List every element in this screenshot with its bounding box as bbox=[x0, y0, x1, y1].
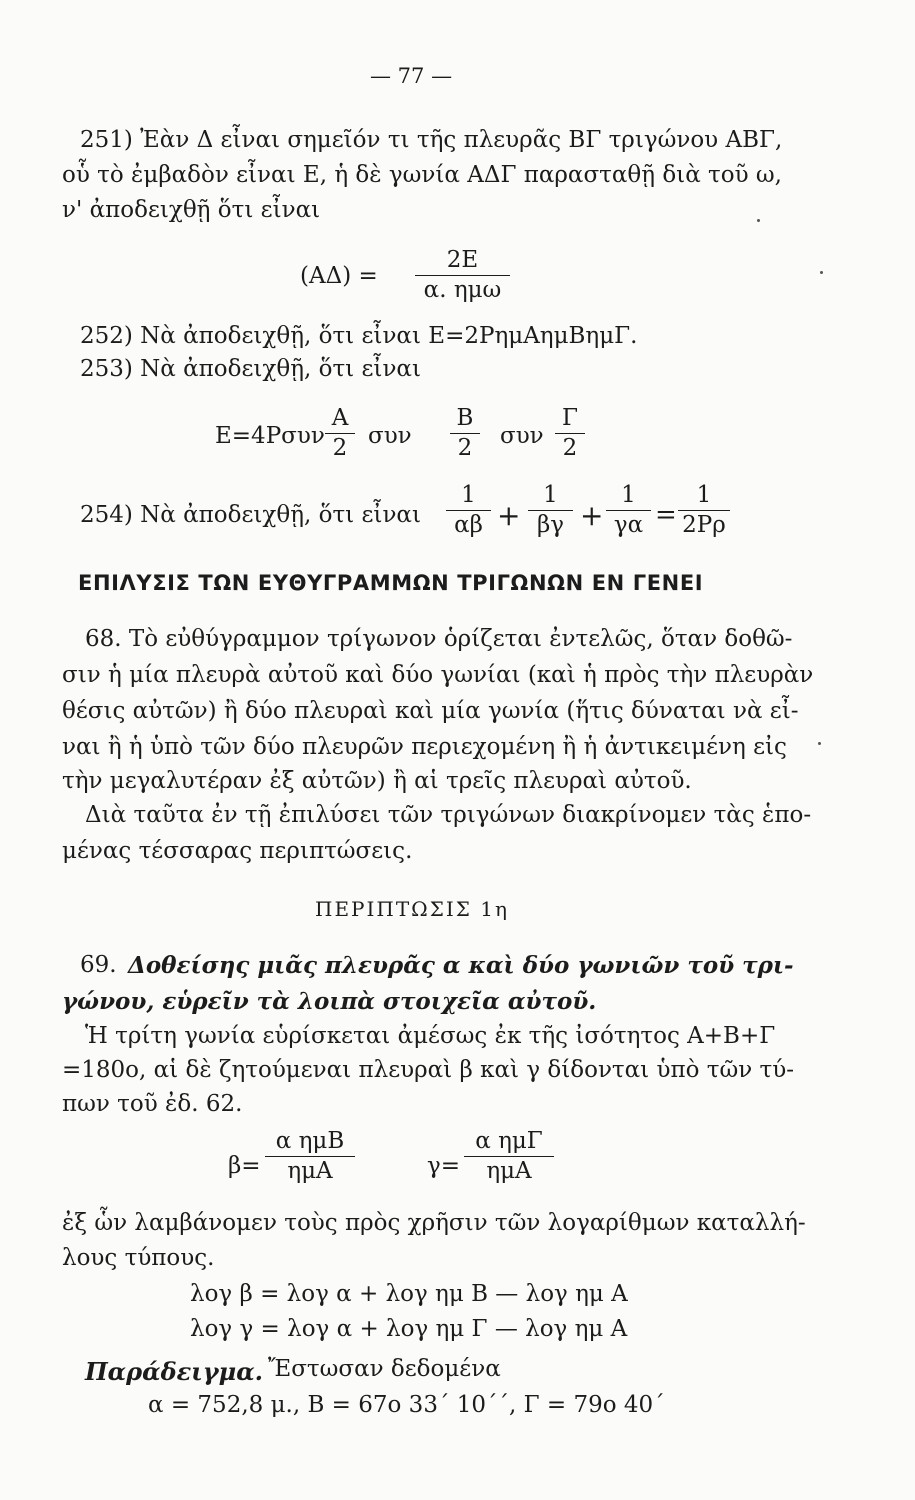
frac-2-denominator: 2 bbox=[450, 433, 480, 460]
formula-251-numerator: 2Ε bbox=[446, 247, 479, 273]
frac-3-numerator: Γ bbox=[562, 405, 578, 431]
formula-254-frac-4 bbox=[678, 484, 730, 537]
frac-1-denominator: αβ bbox=[446, 510, 491, 537]
frac-1-denominator: 2 bbox=[325, 433, 355, 460]
example-text: Ἔστωσαν δεδομένα bbox=[268, 1356, 501, 1382]
para-after-line-1: ἐξ ὧν λαμβάνομεν τοὺς πρὸς χρῆσιν τῶν λογαρίθμων καταλλή- bbox=[62, 1210, 806, 1236]
problem-251-line-2: οὗ τὸ ἐμβαδὸν εἶναι Ε, ἡ δὲ γωνία ΑΔΓ παρασταθῇ διὰ τοῦ ω, bbox=[62, 162, 782, 188]
example-label: Παράδειγμα. bbox=[85, 1357, 264, 1386]
beta-denominator: ημΑ bbox=[265, 1156, 355, 1183]
frac-3-denominator: γα bbox=[606, 510, 651, 537]
problem-253-text: 253) Νὰ ἀποδειχθῇ, ὅτι εἶναι bbox=[80, 356, 421, 382]
formula-253-lhs: Ε=4Ρσυν bbox=[215, 423, 325, 449]
section-heading: ΕΠΙΛΥΣΙΣ ΤΩΝ ΕΥΘΥΓΡΑΜΜΩΝ ΤΡΙΓΩΝΩΝ ΕΝ ΓΕΝΕΙ bbox=[78, 571, 704, 595]
formula-254-frac-3 bbox=[606, 484, 651, 537]
print-speck bbox=[818, 742, 821, 745]
para-68-line-1: 68. Τὸ εὐθύγραμμον τρίγωνον ὁρίζεται ἐντελῶς, ὅταν δοθῶ- bbox=[85, 626, 793, 652]
log-formula-1: λογ β = λογ α + λογ ημ Β — λογ ημ Α bbox=[190, 1281, 628, 1307]
problem-254-text: 254) Νὰ ἀποδειχθῇ, ὅτι εἶναι bbox=[80, 502, 421, 528]
beta-numerator: α ημΒ bbox=[275, 1128, 345, 1154]
frac-1-numerator: Α bbox=[331, 405, 349, 431]
formula-251-lhs: (ΑΔ) = bbox=[300, 263, 378, 289]
gamma-denominator: ημΑ bbox=[464, 1156, 554, 1183]
print-speck bbox=[820, 271, 823, 274]
para-after-line-2: λους τύπους. bbox=[62, 1245, 215, 1271]
beta-lhs: β= bbox=[228, 1153, 261, 1179]
para-69-number: 69. bbox=[80, 952, 117, 978]
frac-4-denominator: 2Ρρ bbox=[678, 510, 730, 537]
formula-251-fraction bbox=[415, 249, 510, 302]
formula-254-frac-2 bbox=[528, 484, 573, 537]
case-title: ΠΕΡΙΠΤΩΣΙΣ 1η bbox=[315, 897, 510, 921]
plus-sign-1: + bbox=[497, 499, 521, 532]
frac-3-denominator: 2 bbox=[555, 433, 585, 460]
frac-2-numerator: 1 bbox=[543, 482, 558, 508]
gamma-lhs: γ= bbox=[427, 1153, 461, 1179]
para-69-line-3: Ἡ τρίτη γωνία εὑρίσκεται ἀμέσως ἐκ τῆς ἰσότητος Α+Β+Γ bbox=[85, 1023, 776, 1049]
problem-251-line-1: 251) Ἐὰν Δ εἶναι σημεῖόν τι τῆς πλευρᾶς ΒΓ τριγώνου ΑΒΓ, bbox=[80, 127, 783, 153]
equals-sign: = bbox=[655, 500, 677, 530]
formula-253-frac-1 bbox=[325, 407, 355, 460]
para-68-line-7: μένας τέσσαρας περιπτώσεις. bbox=[62, 838, 413, 864]
gamma-numerator: α ημΓ bbox=[475, 1128, 543, 1154]
frac-1-numerator: 1 bbox=[461, 482, 476, 508]
gamma-fraction bbox=[464, 1130, 554, 1183]
example-values: α = 752,8 μ., Β = 67ο 33΄ 10΄΄, Γ = 79ο 40΄ bbox=[148, 1392, 665, 1418]
page-number: — 77 — bbox=[370, 64, 453, 88]
formula-251-denominator: α. ημω bbox=[415, 275, 510, 302]
beta-fraction bbox=[265, 1130, 355, 1183]
para-69-bold-line-2: γώνου, εὑρεῖν τὰ λοιπὰ στοιχεῖα αὐτοῦ. bbox=[62, 988, 597, 1015]
frac-3-numerator: 1 bbox=[621, 482, 636, 508]
log-formula-2: λογ γ = λογ α + λογ ημ Γ — λογ ημ Α bbox=[190, 1316, 628, 1342]
frac-2-denominator: βγ bbox=[528, 510, 573, 537]
para-68-line-5: τὴν μεγαλυτέραν ἐξ αὐτῶν) ἢ αἱ τρεῖς πλευραὶ αὐτοῦ. bbox=[62, 768, 692, 794]
frac-4-numerator: 1 bbox=[696, 482, 712, 508]
para-69-bold-line-1: Δοθείσης μιᾶς πλευρᾶς α καὶ δύο γωνιῶν τοῦ τρι- bbox=[128, 952, 794, 979]
formula-253-op-2: συν bbox=[500, 423, 544, 449]
plus-sign-2: + bbox=[580, 499, 604, 532]
formula-253-op-1: συν bbox=[368, 423, 412, 449]
para-69-line-4: =180ο, αἱ δὲ ζητούμεναι πλευραὶ β καὶ γ δίδονται ὑπὸ τῶν τύ- bbox=[62, 1057, 795, 1083]
para-68-line-4: ναι ἢ ἡ ὑπὸ τῶν δύο πλευρῶν περιεχομένη ἢ ἡ ἀντικειμένη εἰς bbox=[62, 734, 787, 760]
frac-2-numerator: Β bbox=[456, 405, 474, 431]
para-69-line-5: πων τοῦ ἐδ. 62. bbox=[62, 1091, 243, 1117]
para-68-line-3: θέσις αὐτῶν) ἢ δύο πλευραὶ καὶ μία γωνία (ἥτις δύναται νὰ εἶ- bbox=[62, 698, 799, 724]
formula-253-frac-3 bbox=[555, 407, 585, 460]
formula-254-frac-1 bbox=[446, 484, 491, 537]
para-68-line-6: Διὰ ταῦτα ἐν τῇ ἐπιλύσει τῶν τριγώνων διακρίνομεν τὰς ἑπο- bbox=[85, 802, 812, 828]
problem-252: 252) Νὰ ἀποδειχθῇ, ὅτι εἶναι Ε=2ΡημΑημΒημΓ. bbox=[80, 323, 638, 349]
para-68-line-2: σιν ἡ μία πλευρὰ αὐτοῦ καὶ δύο γωνίαι (καὶ ἡ πρὸς τὴν πλευρὰν bbox=[62, 662, 814, 688]
problem-251-line-3: ν' ἀποδειχθῇ ὅτι εἶναι bbox=[62, 197, 321, 223]
print-speck bbox=[757, 219, 760, 222]
formula-253-frac-2 bbox=[450, 407, 480, 460]
